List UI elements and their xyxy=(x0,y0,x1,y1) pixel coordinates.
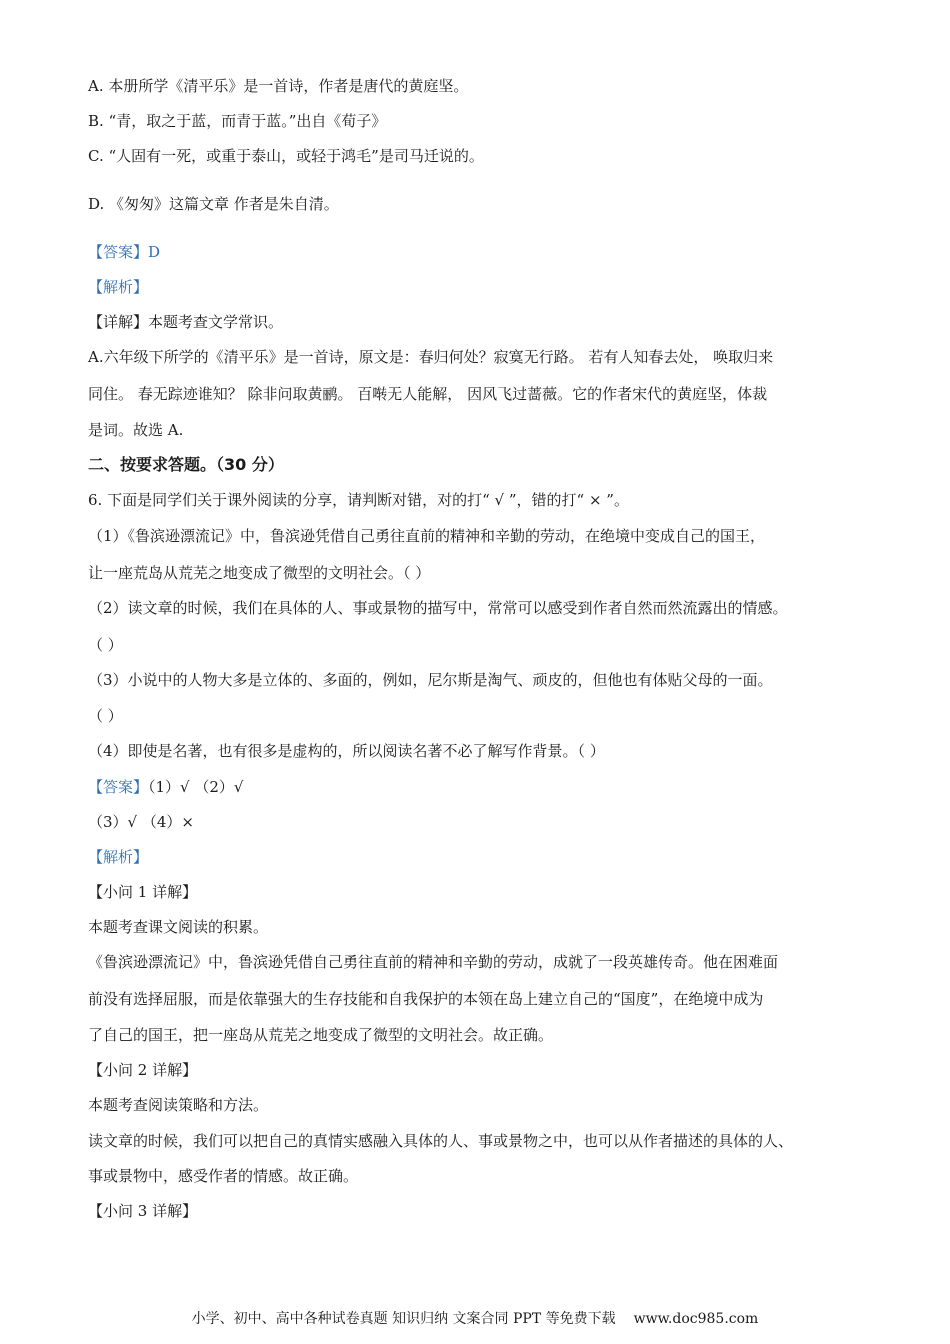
answer-label: 【答案】D xyxy=(88,243,161,261)
footer-url[interactable]: www.doc985.com xyxy=(633,1311,759,1327)
option-c: C. “人固有一死，或重于泰山，或轻于鸿毛”是司马迁说的。 xyxy=(88,147,484,165)
answer-tag: 【答案】 xyxy=(88,778,149,796)
subquestion-2-text: 事或景物中，感受作者的情感。故正确。 xyxy=(88,1167,359,1185)
explanation-text: 同住。 春无踪迹谁知？ 除非问取黄鹂。 百啭无人能解， 因风飞过蔷薇。它的作者宋代的黄庭坚，体裁 xyxy=(88,385,768,403)
explanation-text: A.六年级下所学的《清平乐》是一首诗，原文是：春归何处？寂寞无行路。 若有人知春去处， 唤取归来 xyxy=(88,348,774,366)
subquestion-1-text: 了自己的国王，把一座岛从荒芜之地变成了微型的文明社会。故正确。 xyxy=(88,1026,554,1044)
question-6-item-2-blank: （ ） xyxy=(88,636,123,654)
analysis-label: 【解析】 xyxy=(88,848,149,866)
analysis-label: 【解析】 xyxy=(88,278,149,296)
answer-line xyxy=(88,777,870,797)
question-6-item-1: （1）《鲁滨逊漂流记》中，鲁滨逊凭借自己勇往直前的精神和辛勤的劳动，在绝境中变成自己的国王， xyxy=(88,527,766,545)
subquestion-3-heading: 【小问 3 详解】 xyxy=(88,1202,198,1220)
subquestion-1-heading: 【小问 1 详解】 xyxy=(88,883,198,901)
section-heading: 二、按要求答题。（30 分） xyxy=(88,455,284,474)
question-6-item-2: （2）读文章的时候，我们在具体的人、事或景物的描写中，常常可以感受到作者自然而然流露出的情感。 xyxy=(88,599,788,617)
subquestion-2-heading: 【小问 2 详解】 xyxy=(88,1061,198,1079)
option-b: B. “青，取之于蓝，而青于蓝。”出自《荀子》 xyxy=(88,112,387,130)
question-6-item-1: 让一座荒岛从荒芜之地变成了微型的文明社会。（ ） xyxy=(88,564,431,582)
option-a: A. 本册所学《清平乐》是一首诗，作者是唐代的黄庭坚。 xyxy=(88,77,469,95)
subquestion-1-text: 前没有选择屈服，而是依靠强大的生存技能和自我保护的本领在岛上建立自己的“国度”，在绝境中成为 xyxy=(88,990,764,1008)
explanation-heading: 【详解】本题考查文学常识。 xyxy=(88,313,284,331)
question-6-item-3: （3）小说中的人物大多是立体的、多面的，例如，尼尔斯是淘气、顽皮的，但他也有体贴父母的一面。 xyxy=(88,671,773,689)
option-d: D. 《匆匆》这篇文章 作者是朱自清。 xyxy=(88,195,339,213)
question-6-item-3-blank: （ ） xyxy=(88,707,123,725)
subquestion-1-text: 本题考查课文阅读的积累。 xyxy=(88,918,269,936)
answer-values: （1）√ （2）√ xyxy=(148,778,244,796)
question-6: 6. 下面是同学们关于课外阅读的分享，请判断对错，对的打“ √ ”，错的打“ × ”。 xyxy=(88,491,629,509)
answer-line-2: （3）√ （4）× xyxy=(88,813,194,831)
subquestion-2-text: 本题考查阅读策略和方法。 xyxy=(88,1096,269,1114)
question-6-item-4: （4）即使是名著，也有很多是虚构的，所以阅读名著不必了解写作背景。（ ） xyxy=(88,742,605,760)
explanation-text: 是词。故选 A. xyxy=(88,421,184,439)
subquestion-2-text: 读文章的时候，我们可以把自己的真情实感融入具体的人、事或景物之中，也可以从作者描述的具体的人、 xyxy=(88,1132,794,1150)
page-footer xyxy=(0,1308,950,1328)
subquestion-1-text: 《鲁滨逊漂流记》中，鲁滨逊凭借自己勇往直前的精神和辛勤的劳动，成就了一段英雄传奇。他在困难面 xyxy=(88,953,779,971)
footer-text: 小学、初中、高中各种试卷真题 知识归纳 文案合同 PPT 等免费下载 xyxy=(191,1311,616,1327)
